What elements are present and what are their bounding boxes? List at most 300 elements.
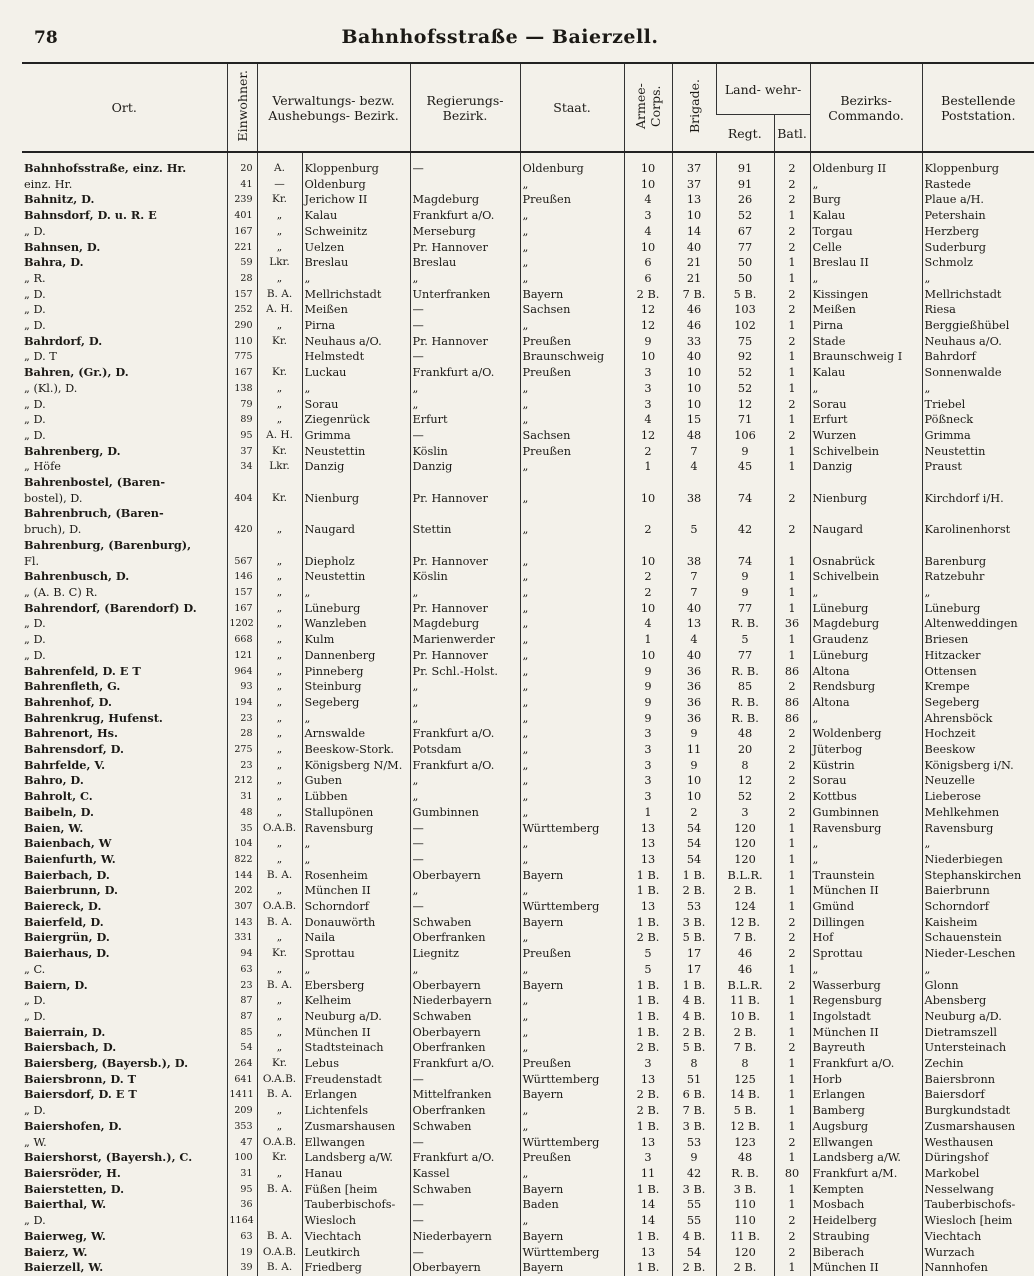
cell-district: Helmstedt	[302, 349, 410, 365]
cell-landwehr-battalion: 1	[774, 1150, 810, 1166]
cell-landwehr-battalion: 2	[774, 1229, 810, 1245]
cell-place-name: Baien, W.	[24, 820, 84, 835]
cell-landwehr-battalion: 1	[774, 318, 810, 334]
cell-place-name: „ D.	[24, 413, 46, 427]
table-row	[22, 868, 1034, 884]
cell-district-type: „	[257, 224, 302, 240]
cell-brigade: 55	[672, 1213, 716, 1229]
cell-state: „	[520, 711, 624, 727]
cell-brigade: 36	[672, 679, 716, 695]
cell-inhabitants: 85	[227, 1025, 257, 1041]
cell-district-command: „	[810, 852, 922, 868]
cell-government-district: Liegnitz	[410, 946, 520, 962]
cell-state: Bayern	[520, 915, 624, 931]
cell-landwehr-battalion: 1	[774, 1103, 810, 1119]
cell-army-corps: 1 B.	[624, 1009, 672, 1025]
cell-district-command: Straubing	[810, 1229, 922, 1245]
cell-inhabitants: 420	[227, 522, 257, 538]
cell-district-command: „	[810, 836, 922, 852]
cell-state: „	[520, 554, 624, 570]
cell-inhabitants: 95	[227, 428, 257, 444]
cell-district-type: „	[257, 758, 302, 774]
cell-brigade: 36	[672, 664, 716, 680]
cell-state: „	[520, 1213, 624, 1229]
cell-landwehr-battalion	[774, 475, 810, 491]
cell-district-command: Sprottau	[810, 946, 922, 962]
cell-army-corps: 10	[624, 240, 672, 256]
cell-landwehr-regiment: 75	[716, 334, 774, 350]
cell-district-type: „	[257, 1040, 302, 1056]
cell-army-corps: 2 B.	[624, 1103, 672, 1119]
cell-state: „	[520, 271, 624, 287]
cell-army-corps: 13	[624, 821, 672, 837]
cell-state: „	[520, 836, 624, 852]
cell-place-name: „ D. T	[24, 350, 57, 364]
cell-inhabitants: 79	[227, 397, 257, 413]
table-row	[22, 1150, 1034, 1166]
cell-district-command: Regensburg	[810, 993, 922, 1009]
cell-district: Danzig	[302, 459, 410, 475]
cell-landwehr-regiment: 26	[716, 192, 774, 208]
cell-government-district: Pr. Hannover	[410, 648, 520, 664]
cell-government-district: Niederbayern	[410, 1229, 520, 1245]
cell-inhabitants: 209	[227, 1103, 257, 1119]
table-row	[22, 569, 1034, 585]
cell-state: „	[520, 773, 624, 789]
cell-inhabitants: 110	[227, 334, 257, 350]
cell-district: Jerichow II	[302, 192, 410, 208]
cell-landwehr-battalion: 1	[774, 1087, 810, 1103]
cell-government-district: Pr. Hannover	[410, 334, 520, 350]
cell-inhabitants: 264	[227, 1056, 257, 1072]
cell-place-name: Baiersbronn, D. T	[24, 1071, 137, 1086]
cell-state: „	[520, 459, 624, 475]
cell-district-command: Osnabrück	[810, 554, 922, 570]
cell-landwehr-battalion: 1	[774, 365, 810, 381]
cell-district-command: Rendsburg	[810, 679, 922, 695]
cell-army-corps: 2	[624, 585, 672, 601]
header-staat: Staat.	[520, 63, 624, 152]
table-row	[22, 192, 1034, 208]
cell-district: Tauberbischofs-	[302, 1197, 410, 1213]
cell-place-name: „ C.	[24, 962, 46, 976]
cell-district: Breslau	[302, 255, 410, 271]
cell-inhabitants: 964	[227, 664, 257, 680]
cell-army-corps: 14	[624, 1213, 672, 1229]
cell-post-station: Suderburg	[922, 240, 1034, 256]
cell-inhabitants: 95	[227, 1182, 257, 1198]
cell-inhabitants: 28	[227, 726, 257, 742]
header-regierung: Regierungs- Bezirk.	[410, 63, 520, 152]
table-row	[22, 883, 1034, 899]
cell-state: Bayern	[520, 1229, 624, 1245]
table-row	[22, 412, 1034, 428]
cell-district-type: „	[257, 1166, 302, 1182]
header-armee-corps: Armee-Corps.	[624, 63, 672, 152]
cell-post-station: Beeskow	[922, 742, 1034, 758]
cell-place-name: Bahrolt, C.	[24, 789, 93, 804]
cell-brigade: 7 B.	[672, 287, 716, 303]
cell-district-command: Bayreuth	[810, 1040, 922, 1056]
cell-brigade: 14	[672, 224, 716, 240]
cell-brigade: 5 B.	[672, 930, 716, 946]
cell-landwehr-regiment: R. B.	[716, 695, 774, 711]
cell-district: Kulm	[302, 632, 410, 648]
cell-post-station: „	[922, 836, 1034, 852]
cell-army-corps: 10	[624, 177, 672, 193]
cell-state: „	[520, 240, 624, 256]
cell-brigade: 3 B.	[672, 1119, 716, 1135]
cell-landwehr-regiment: 124	[716, 899, 774, 915]
cell-district-type: Kr.	[257, 334, 302, 350]
cell-state: Württemberg	[520, 1245, 624, 1261]
cell-post-station: Praust	[922, 459, 1034, 475]
cell-landwehr-regiment: 12	[716, 397, 774, 413]
cell-landwehr-battalion: 2	[774, 491, 810, 507]
cell-government-district: Magdeburg	[410, 616, 520, 632]
cell-district-command: „	[810, 177, 922, 193]
cell-landwehr-battalion: 2	[774, 428, 810, 444]
cell-landwehr-battalion: 1	[774, 632, 810, 648]
cell-state: „	[520, 742, 624, 758]
cell-brigade	[672, 506, 716, 522]
cell-state: Württemberg	[520, 1072, 624, 1088]
cell-inhabitants: 157	[227, 287, 257, 303]
cell-place-name: Bahrenfeld, D. E T	[24, 663, 141, 678]
cell-brigade: 9	[672, 726, 716, 742]
cell-state: Sachsen	[520, 428, 624, 444]
cell-place-name: Baienbach, W	[24, 836, 112, 851]
cell-landwehr-regiment: 12 B.	[716, 1119, 774, 1135]
cell-district-command: Magdeburg	[810, 616, 922, 632]
header-bezirks-commando: Bezirks- Commando.	[810, 63, 922, 152]
cell-army-corps: 13	[624, 1135, 672, 1151]
cell-brigade: 15	[672, 412, 716, 428]
cell-inhabitants: 34	[227, 459, 257, 475]
cell-district: Lebus	[302, 1056, 410, 1072]
cell-brigade: 54	[672, 821, 716, 837]
cell-government-district: —	[410, 1213, 520, 1229]
cell-district-command: Stade	[810, 334, 922, 350]
cell-district-type: O.A.B.	[257, 1072, 302, 1088]
cell-landwehr-regiment: 2 B.	[716, 883, 774, 899]
cell-army-corps: 5	[624, 962, 672, 978]
cell-district	[302, 475, 410, 491]
cell-place-name: Baiersdorf, D. E T	[24, 1087, 137, 1102]
cell-place-name: Bahrenort, Hs.	[24, 726, 118, 741]
cell-brigade: 4 B.	[672, 993, 716, 1009]
cell-district-command	[810, 475, 922, 491]
table-row	[22, 271, 1034, 287]
cell-state: Bayern	[520, 1260, 624, 1276]
table-row	[22, 381, 1034, 397]
table-row	[22, 1009, 1034, 1025]
cell-landwehr-battalion: 1	[774, 271, 810, 287]
cell-brigade: 7	[672, 569, 716, 585]
cell-district-type	[257, 349, 302, 365]
cell-district: Füßen [heim	[302, 1182, 410, 1198]
cell-landwehr-regiment: 46	[716, 962, 774, 978]
cell-brigade: 10	[672, 773, 716, 789]
cell-government-district	[410, 506, 520, 522]
cell-army-corps: 12	[624, 318, 672, 334]
cell-inhabitants: 1202	[227, 616, 257, 632]
cell-district-type: A.	[257, 152, 302, 177]
cell-government-district: —	[410, 1135, 520, 1151]
cell-brigade: 36	[672, 695, 716, 711]
cell-district-command: Sorau	[810, 397, 922, 413]
cell-army-corps: 3	[624, 758, 672, 774]
cell-inhabitants: 775	[227, 349, 257, 365]
cell-inhabitants: 48	[227, 805, 257, 821]
cell-post-station: Schmolz	[922, 255, 1034, 271]
cell-landwehr-battalion: 2	[774, 805, 810, 821]
cell-landwehr-regiment	[716, 475, 774, 491]
cell-post-station: Karolinenhorst	[922, 522, 1034, 538]
cell-district-command: Gumbinnen	[810, 805, 922, 821]
cell-district: Kloppenburg	[302, 152, 410, 177]
cell-brigade: 17	[672, 962, 716, 978]
cell-government-district: —	[410, 152, 520, 177]
cell-district-type: Kr.	[257, 192, 302, 208]
cell-army-corps: 3	[624, 789, 672, 805]
cell-post-station: Krempe	[922, 679, 1034, 695]
cell-post-station: „	[922, 381, 1034, 397]
cell-brigade: 40	[672, 601, 716, 617]
cell-district: Schorndorf	[302, 899, 410, 915]
cell-brigade: 3 B.	[672, 1182, 716, 1198]
cell-district-type: Lkr.	[257, 255, 302, 271]
cell-post-station: Hitzacker	[922, 648, 1034, 664]
cell-brigade: 7 B.	[672, 1103, 716, 1119]
cell-district-command: Burg	[810, 192, 922, 208]
cell-brigade: 9	[672, 1150, 716, 1166]
cell-government-district: Magdeburg	[410, 192, 520, 208]
cell-post-station: Schauenstein	[922, 930, 1034, 946]
cell-government-district: Erfurt	[410, 412, 520, 428]
table-row	[22, 915, 1034, 931]
cell-brigade: 40	[672, 240, 716, 256]
cell-district-command: Woldenberg	[810, 726, 922, 742]
table-row	[22, 444, 1034, 460]
cell-landwehr-regiment: 5 B.	[716, 1103, 774, 1119]
cell-landwehr-regiment: 52	[716, 789, 774, 805]
cell-army-corps: 1 B.	[624, 978, 672, 994]
cell-place-name: Baierbach, D.	[24, 867, 110, 882]
cell-landwehr-regiment: 10 B.	[716, 1009, 774, 1025]
table-row	[22, 334, 1034, 350]
cell-landwehr-regiment: 91	[716, 177, 774, 193]
cell-district: Steinburg	[302, 679, 410, 695]
cell-landwehr-regiment: 52	[716, 208, 774, 224]
table-row	[22, 1040, 1034, 1056]
table-row	[22, 946, 1034, 962]
cell-government-district: Oberbayern	[410, 1260, 520, 1276]
cell-district-type: A. H.	[257, 428, 302, 444]
cell-government-district: Köslin	[410, 444, 520, 460]
cell-post-station: Zusmarshausen	[922, 1119, 1034, 1135]
cell-district: „	[302, 836, 410, 852]
cell-district-command: Bamberg	[810, 1103, 922, 1119]
cell-landwehr-battalion: 2	[774, 946, 810, 962]
table-row	[22, 978, 1034, 994]
cell-state: Bayern	[520, 978, 624, 994]
cell-landwehr-battalion: 1	[774, 852, 810, 868]
cell-inhabitants: 87	[227, 1009, 257, 1025]
cell-army-corps: 1	[624, 459, 672, 475]
cell-landwehr-regiment: 3 B.	[716, 1182, 774, 1198]
cell-landwehr-battalion: 1	[774, 962, 810, 978]
cell-district: Stallupönen	[302, 805, 410, 821]
cell-army-corps: 9	[624, 695, 672, 711]
cell-post-station: Riesa	[922, 302, 1034, 318]
cell-state: „	[520, 616, 624, 632]
cell-landwehr-regiment: 2 B.	[716, 1025, 774, 1041]
cell-brigade: 53	[672, 1135, 716, 1151]
cell-state: „	[520, 318, 624, 334]
cell-district-type: „	[257, 522, 302, 538]
cell-landwehr-battalion: 2	[774, 522, 810, 538]
cell-inhabitants: 23	[227, 758, 257, 774]
cell-post-station: Sonnenwalde	[922, 365, 1034, 381]
cell-district-type: O.A.B.	[257, 899, 302, 915]
cell-inhabitants: 63	[227, 1229, 257, 1245]
cell-district-type: „	[257, 381, 302, 397]
cell-state: Preußen	[520, 1056, 624, 1072]
cell-state: „	[520, 789, 624, 805]
cell-landwehr-regiment: 5	[716, 632, 774, 648]
cell-government-district: Pr. Hannover	[410, 491, 520, 507]
cell-brigade: 53	[672, 899, 716, 915]
cell-landwehr-battalion: 1	[774, 412, 810, 428]
cell-district-command: Graudenz	[810, 632, 922, 648]
cell-state: „	[520, 679, 624, 695]
table-row	[22, 773, 1034, 789]
cell-inhabitants	[227, 475, 257, 491]
cell-place-name: Bahrenbusch, D.	[24, 569, 130, 584]
cell-district: Pirna	[302, 318, 410, 334]
cell-brigade: 42	[672, 1166, 716, 1182]
cell-district-command: „	[810, 271, 922, 287]
cell-landwehr-battalion: 2	[774, 302, 810, 318]
cell-landwehr-regiment: 9	[716, 444, 774, 460]
cell-district: Guben	[302, 773, 410, 789]
cell-district: Schweinitz	[302, 224, 410, 240]
cell-inhabitants: 94	[227, 946, 257, 962]
cell-district-type: Kr.	[257, 365, 302, 381]
cell-district: Arnswalde	[302, 726, 410, 742]
cell-brigade: 37	[672, 152, 716, 177]
cell-landwehr-battalion: 1	[774, 381, 810, 397]
cell-government-district: Oberbayern	[410, 1025, 520, 1041]
cell-inhabitants: 20	[227, 152, 257, 177]
cell-brigade: 10	[672, 789, 716, 805]
cell-landwehr-regiment: 48	[716, 1150, 774, 1166]
cell-district-type: B. A.	[257, 1087, 302, 1103]
cell-inhabitants: 167	[227, 224, 257, 240]
cell-district-command: Landsberg a/W.	[810, 1150, 922, 1166]
cell-place-name: bruch), D.	[24, 523, 82, 537]
cell-district-command: Erfurt	[810, 412, 922, 428]
cell-post-station: Kirchdorf i/H.	[922, 491, 1034, 507]
cell-landwehr-battalion: 86	[774, 711, 810, 727]
cell-government-district: Pr. Hannover	[410, 240, 520, 256]
cell-post-station: Neuhaus a/O.	[922, 334, 1034, 350]
cell-post-station: Abensberg	[922, 993, 1034, 1009]
cell-post-station: Lüneburg	[922, 601, 1034, 617]
cell-brigade: 51	[672, 1072, 716, 1088]
cell-landwehr-battalion	[774, 506, 810, 522]
cell-army-corps: 3	[624, 742, 672, 758]
cell-district: Stadtsteinach	[302, 1040, 410, 1056]
table-row	[22, 1197, 1034, 1213]
cell-state: „	[520, 726, 624, 742]
cell-post-station: Nieder-Leschen	[922, 946, 1034, 962]
cell-army-corps: 2	[624, 444, 672, 460]
cell-government-district: —	[410, 349, 520, 365]
cell-landwehr-battalion: 1	[774, 821, 810, 837]
cell-state: Bayern	[520, 287, 624, 303]
cell-district: Wanzleben	[302, 616, 410, 632]
cell-landwehr-battalion: 86	[774, 695, 810, 711]
cell-landwehr-battalion	[774, 538, 810, 554]
cell-state: „	[520, 1166, 624, 1182]
cell-government-district: Oberfranken	[410, 1040, 520, 1056]
cell-army-corps	[624, 538, 672, 554]
cell-place-name: Bahrdorf, D.	[24, 333, 103, 348]
cell-district-type: Kr.	[257, 1056, 302, 1072]
cell-government-district: Oberbayern	[410, 868, 520, 884]
cell-place-name: Bahnitz, D.	[24, 192, 95, 207]
cell-landwehr-battalion: 2	[774, 742, 810, 758]
cell-district: „	[302, 852, 410, 868]
cell-government-district: Kassel	[410, 1166, 520, 1182]
cell-district-type: A. H.	[257, 302, 302, 318]
cell-state: „	[520, 1009, 624, 1025]
cell-district: Uelzen	[302, 240, 410, 256]
cell-inhabitants: 194	[227, 695, 257, 711]
cell-state: „	[520, 381, 624, 397]
cell-state: Bayern	[520, 1087, 624, 1103]
cell-inhabitants: 89	[227, 412, 257, 428]
cell-landwehr-battalion: 2	[774, 726, 810, 742]
cell-army-corps: 12	[624, 302, 672, 318]
cell-landwehr-regiment: 8	[716, 1056, 774, 1072]
cell-landwehr-regiment: 91	[716, 152, 774, 177]
cell-post-station: Stephanskirchen	[922, 868, 1034, 884]
cell-government-district: Frankfurt a/O.	[410, 365, 520, 381]
table-row	[22, 538, 1034, 554]
cell-post-station: Markobel	[922, 1166, 1034, 1182]
cell-state: „	[520, 601, 624, 617]
cell-state: „	[520, 852, 624, 868]
cell-inhabitants: 668	[227, 632, 257, 648]
cell-landwehr-regiment: 92	[716, 349, 774, 365]
cell-brigade: 38	[672, 554, 716, 570]
cell-landwehr-regiment: 11 B.	[716, 993, 774, 1009]
cell-landwehr-battalion: 1	[774, 444, 810, 460]
cell-brigade: 37	[672, 177, 716, 193]
cell-district: Nienburg	[302, 491, 410, 507]
cell-state: „	[520, 177, 624, 193]
cell-district-command: Augsburg	[810, 1119, 922, 1135]
cell-district-type: Kr.	[257, 444, 302, 460]
cell-landwehr-battalion: 2	[774, 758, 810, 774]
table-row	[22, 601, 1034, 617]
table-row	[22, 365, 1034, 381]
cell-state: Baden	[520, 1197, 624, 1213]
table-row	[22, 1103, 1034, 1119]
